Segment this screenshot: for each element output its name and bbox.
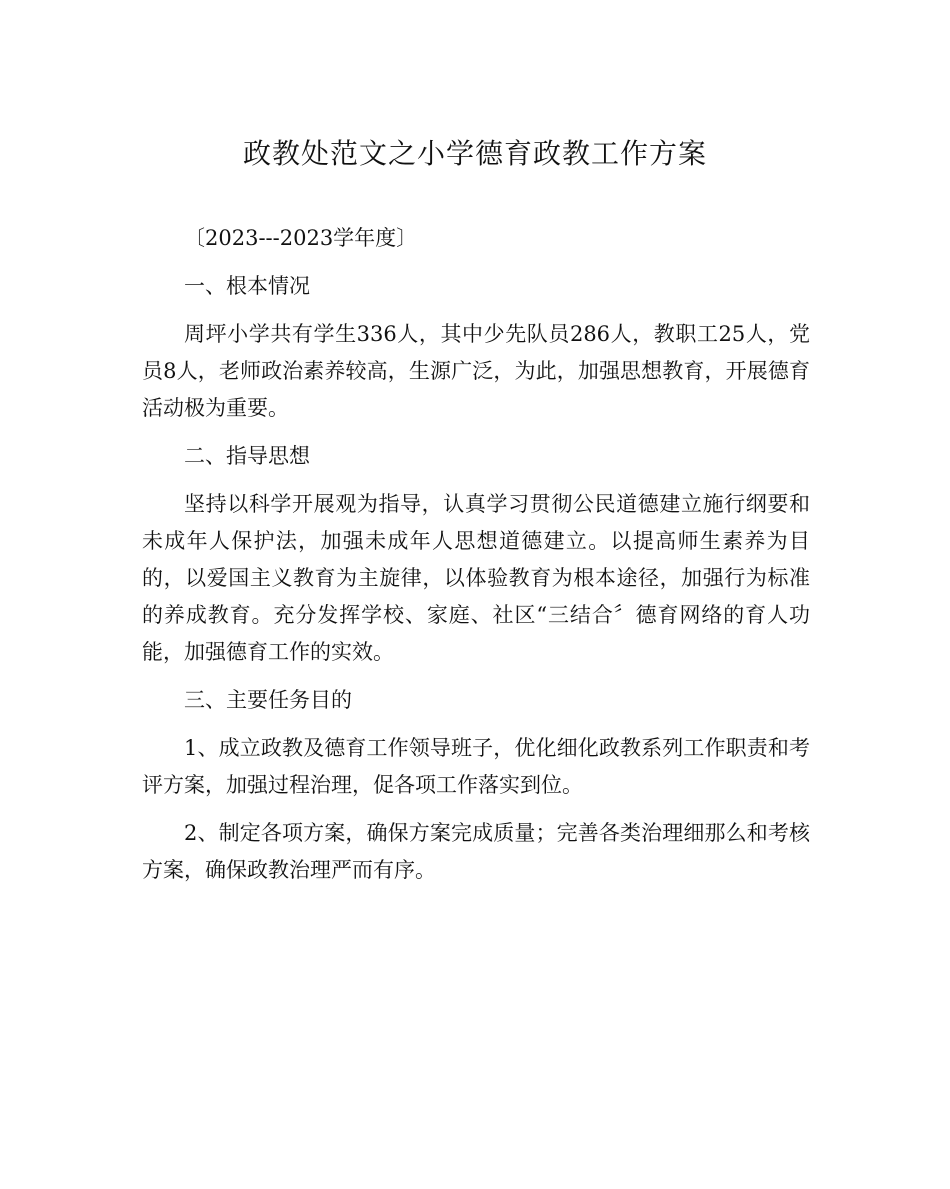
section-heading-main-tasks: 三、主要任务目的 xyxy=(184,688,352,712)
paragraph-basic-situation: 周坪小学共有学生336人，其中少先队员286人，教职工25人，党员8人，老师政治素养较高，生源广泛，为此，加强思想教育，开展德育活动极为重要。 xyxy=(142,322,810,420)
document-body xyxy=(142,220,810,889)
paragraph-guiding-ideology: 坚持以科学开展观为指导，认真学习贯彻公民道德建立施行纲要和未成年人保护法，加强未成年人思想道德建立。以提高师生素养为目的，以爱国主义教育为主旋律，以体验教育为根本途径，加强行为标准的养成教育。充分发挥学校、家庭、社区“三结合〞德育网络的育人功能，加强德育工作的实效。 xyxy=(142,492,810,664)
section-heading-guiding-ideology: 二、指导思想 xyxy=(184,444,310,468)
school-year-line: 〔2023---2023学年度〕 xyxy=(184,226,418,250)
document-title: 政教处范文之小学德育政教工作方案 xyxy=(242,137,707,170)
task-item-1: 1、成立政教及德育工作领导班子，优化细化政教系列工作职责和考评方案，加强过程治理，促各项工作落实到位。 xyxy=(142,736,810,797)
section-heading-basic-situation: 一、根本情况 xyxy=(184,274,310,298)
task-item-2: 2、制定各项方案，确保方案完成质量；完善各类治理细那么和考核方案，确保政教治理严而有序。 xyxy=(142,821,810,882)
